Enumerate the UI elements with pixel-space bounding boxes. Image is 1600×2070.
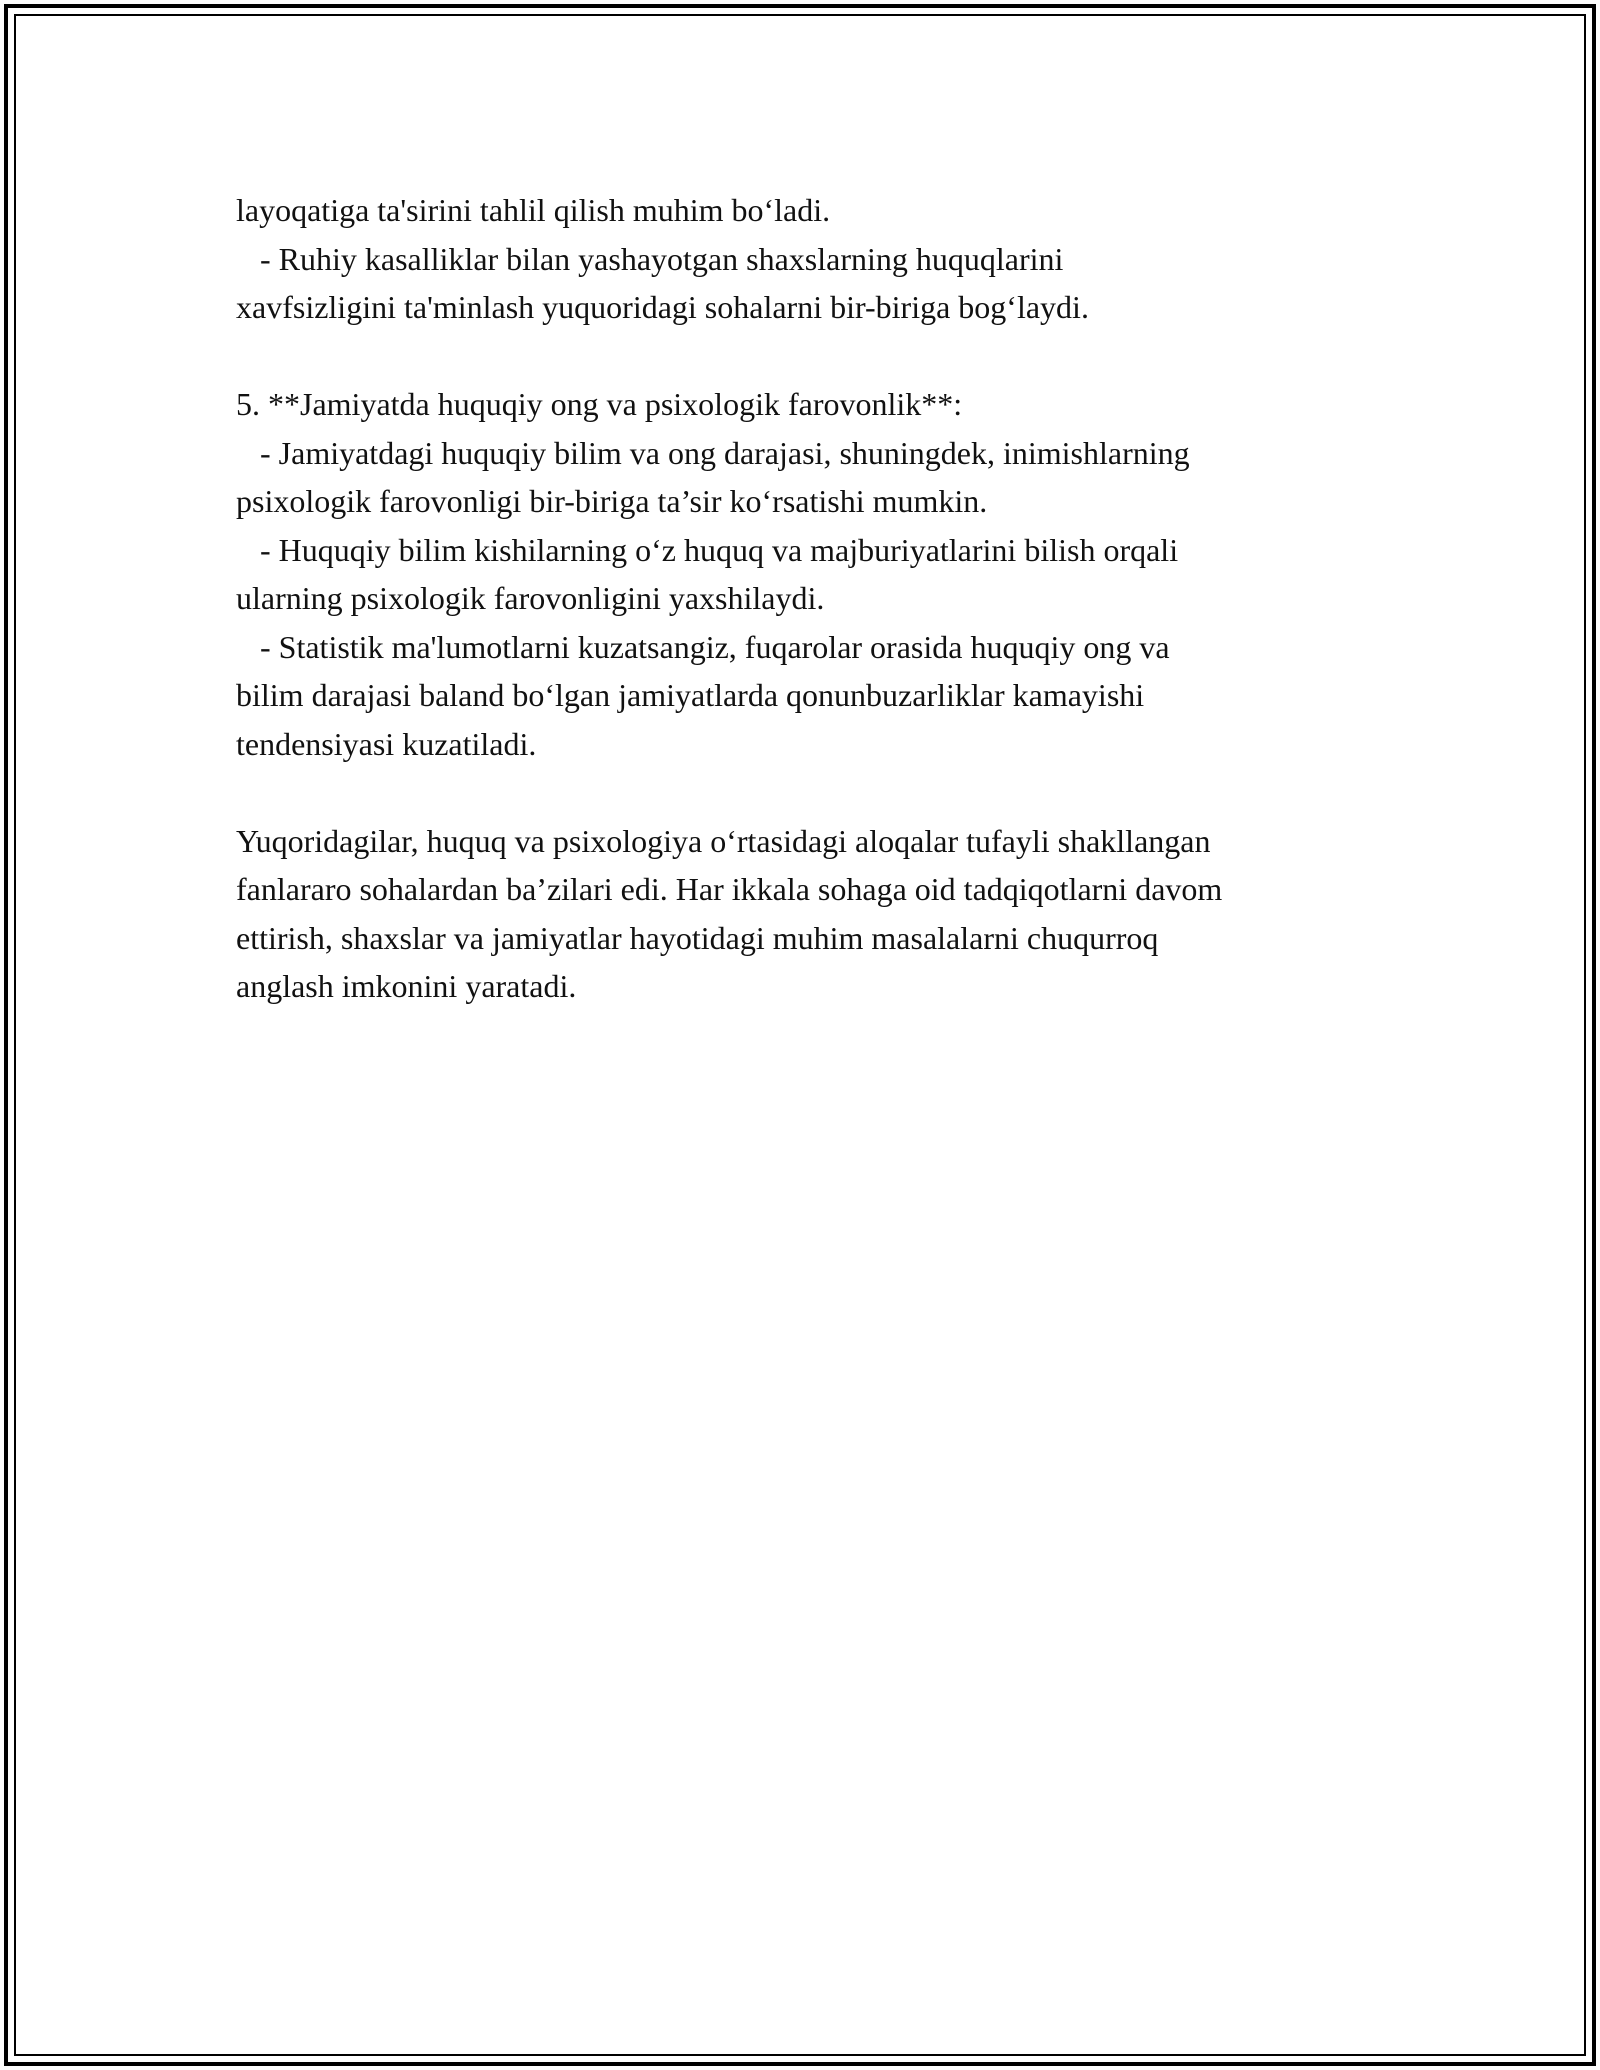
text-line: Yuqoridagilar, huquq va psixologiya o‘rtasidagi aloqalar tufayli shakllangan xyxy=(236,822,1211,859)
paragraph-gap xyxy=(236,768,1396,817)
text-line: tendensiyasi kuzatiladi. xyxy=(236,725,537,762)
text-line: - Jamiyatdagi huquqiy bilim va ong darajasi, shuningdek, inimishlarning xyxy=(236,434,1190,471)
text-line: - Ruhiy kasalliklar bilan yashayotgan shaxslarning huquqlarini xyxy=(236,240,1064,277)
text-line: - Huquqiy bilim kishilarning o‘z huquq va majburiyatlarini bilish orqali xyxy=(236,531,1179,568)
text-line: anglash imkonini yaratadi. xyxy=(236,968,577,1004)
paragraph-gap xyxy=(236,332,1396,381)
document-body xyxy=(236,186,1396,1011)
text-line: ularning psixologik farovonligini yaxshilaydi. xyxy=(236,580,825,616)
text-line: psixologik farovonligi bir-biriga ta’sir ko‘rsatishi mumkin. xyxy=(236,483,988,519)
text-line: bilim darajasi baland bo‘lgan jamiyatlarda qonunbuzarliklar kamayishi xyxy=(236,677,1145,713)
text-line: - Statistik ma'lumotlarni kuzatsangiz, fuqarolar orasida huquqiy ong va xyxy=(236,628,1170,665)
text-line: ettirish, shaxslar va jamiyatlar hayotidagi muhim masalalarni chuqurroq xyxy=(236,919,1159,956)
text-line: fanlararo sohalardan ba’zilari edi. Har ikkala sohaga oid tadqiqotlarni davom xyxy=(236,871,1223,907)
text-line: layoqatiga ta'sirini tahlil qilish muhim bo‘ladi. xyxy=(236,192,831,228)
text-line: xavfsizligini ta'minlash yuquoridagi sohalarni bir-biriga bog‘laydi. xyxy=(236,289,1089,325)
section-heading: 5. **Jamiyatda huquqiy ong va psixologik farovonlik**: xyxy=(236,386,963,422)
